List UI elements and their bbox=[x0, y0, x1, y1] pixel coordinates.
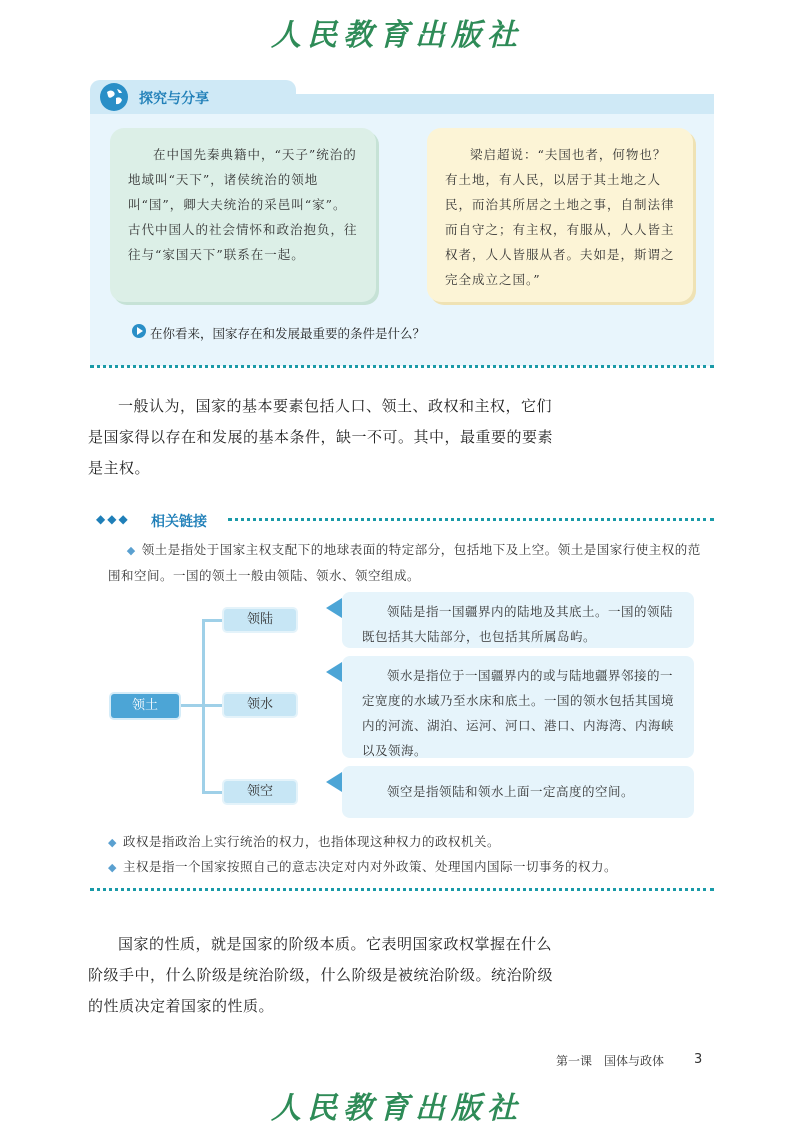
related-intro-text: 领土是指处于国家主权支配下的地球表面的特定部分，包括地下及上空。领土是国家行使主权的范围和空间。一国的领土一般由领陆、领水、领空组成。 bbox=[108, 542, 701, 583]
section-divider bbox=[90, 365, 714, 368]
tree-branch bbox=[202, 791, 224, 794]
explore-title: 探究与分享 bbox=[139, 91, 209, 107]
body-paragraph-1: 一般认为，国家的基本要素包括人口、领土、政权和主权，它们是国家得以存在和发展的基本条件，缺一不可。其中，最重要的要素是主权。 bbox=[88, 397, 554, 477]
quote-card-right: 梁启超说：“夫国也者，何物也？有土地，有人民，以居于其土地之人民，而治其所居之土地之事，自制法律而自守之；有主权，有服从，人人皆主权者，人人皆服从者。夫如是，斯谓之完全成立之国。” bbox=[427, 128, 693, 302]
discussion-question: 在你看来，国家存在和发展最重要的条件是什么？ bbox=[150, 326, 426, 341]
related-links-title: 相关链接 bbox=[151, 514, 207, 530]
diamond-bullet-icon: ◆ bbox=[126, 544, 136, 557]
quote-card-left: 在中国先秦典籍中，“天子”统治的地域叫“天下”，诸侯统治的领地叫“国”，卿大夫统治的采邑叫“家”。古代中国人的社会情怀和政治抱负，往往与“家国天下”联系在一起。 bbox=[110, 128, 376, 302]
tree-root-node: 领土 bbox=[111, 694, 179, 718]
tree-branch bbox=[202, 619, 224, 622]
play-arrow-icon bbox=[132, 324, 146, 338]
note-sovereignty bbox=[108, 854, 708, 880]
tree-node-land: 领陆 bbox=[224, 609, 296, 631]
publisher-logo-top: 人民教育出版社 bbox=[271, 18, 523, 53]
chapter-title: 第一课 国体与政体 bbox=[556, 1054, 665, 1068]
pointer-arrow-icon bbox=[326, 598, 342, 618]
definition-water: 领水是指位于一国疆界内的或与陆地疆界邻接的一定宽度的水域乃至水床和底土。一国的领水包括其国境内的河流、湖泊、运河、河口、港口、内海湾、内海峡以及领海。 bbox=[342, 656, 694, 758]
tree-branch bbox=[202, 704, 224, 707]
note-political-power bbox=[108, 829, 708, 855]
page-number: 3 bbox=[694, 1052, 703, 1067]
related-intro bbox=[108, 537, 708, 588]
pointer-arrow-icon bbox=[326, 662, 342, 682]
definition-land: 领陆是指一国疆界内的陆地及其底土。一国的领陆既包括其大陆部分，也包括其所属岛屿。 bbox=[342, 592, 694, 648]
tree-connector bbox=[180, 704, 204, 707]
body-paragraph-2: 国家的性质，就是国家的阶级本质。它表明国家政权掌握在什么阶级手中，什么阶级是统治阶级，什么阶级是被统治阶级。统治阶级的性质决定着国家的性质。 bbox=[88, 935, 554, 1015]
related-title-divider bbox=[228, 518, 714, 521]
tree-node-air: 领空 bbox=[224, 781, 296, 803]
tree-node-water: 领水 bbox=[224, 694, 296, 716]
pointer-arrow-icon bbox=[326, 772, 342, 792]
note-political-power-text: 政权是指政治上实行统治的权力，也指体现这种权力的政权机关。 bbox=[122, 834, 500, 849]
diamond-bullet-icon: ◆ bbox=[108, 836, 117, 849]
diamond-bullet-icon: ◆ bbox=[108, 861, 117, 874]
diamond-icons: ◆◆◆ bbox=[96, 512, 130, 526]
note-sovereignty-text: 主权是指一个国家按照自己的意志决定对内对外政策、处理国内国际一切事务的权力。 bbox=[122, 859, 617, 874]
publisher-logo-bottom: 人民教育出版社 bbox=[271, 1091, 523, 1126]
globe-icon bbox=[100, 83, 128, 111]
definition-air: 领空是指领陆和领水上面一定高度的空间。 bbox=[342, 766, 694, 818]
related-bottom-divider bbox=[90, 888, 714, 891]
